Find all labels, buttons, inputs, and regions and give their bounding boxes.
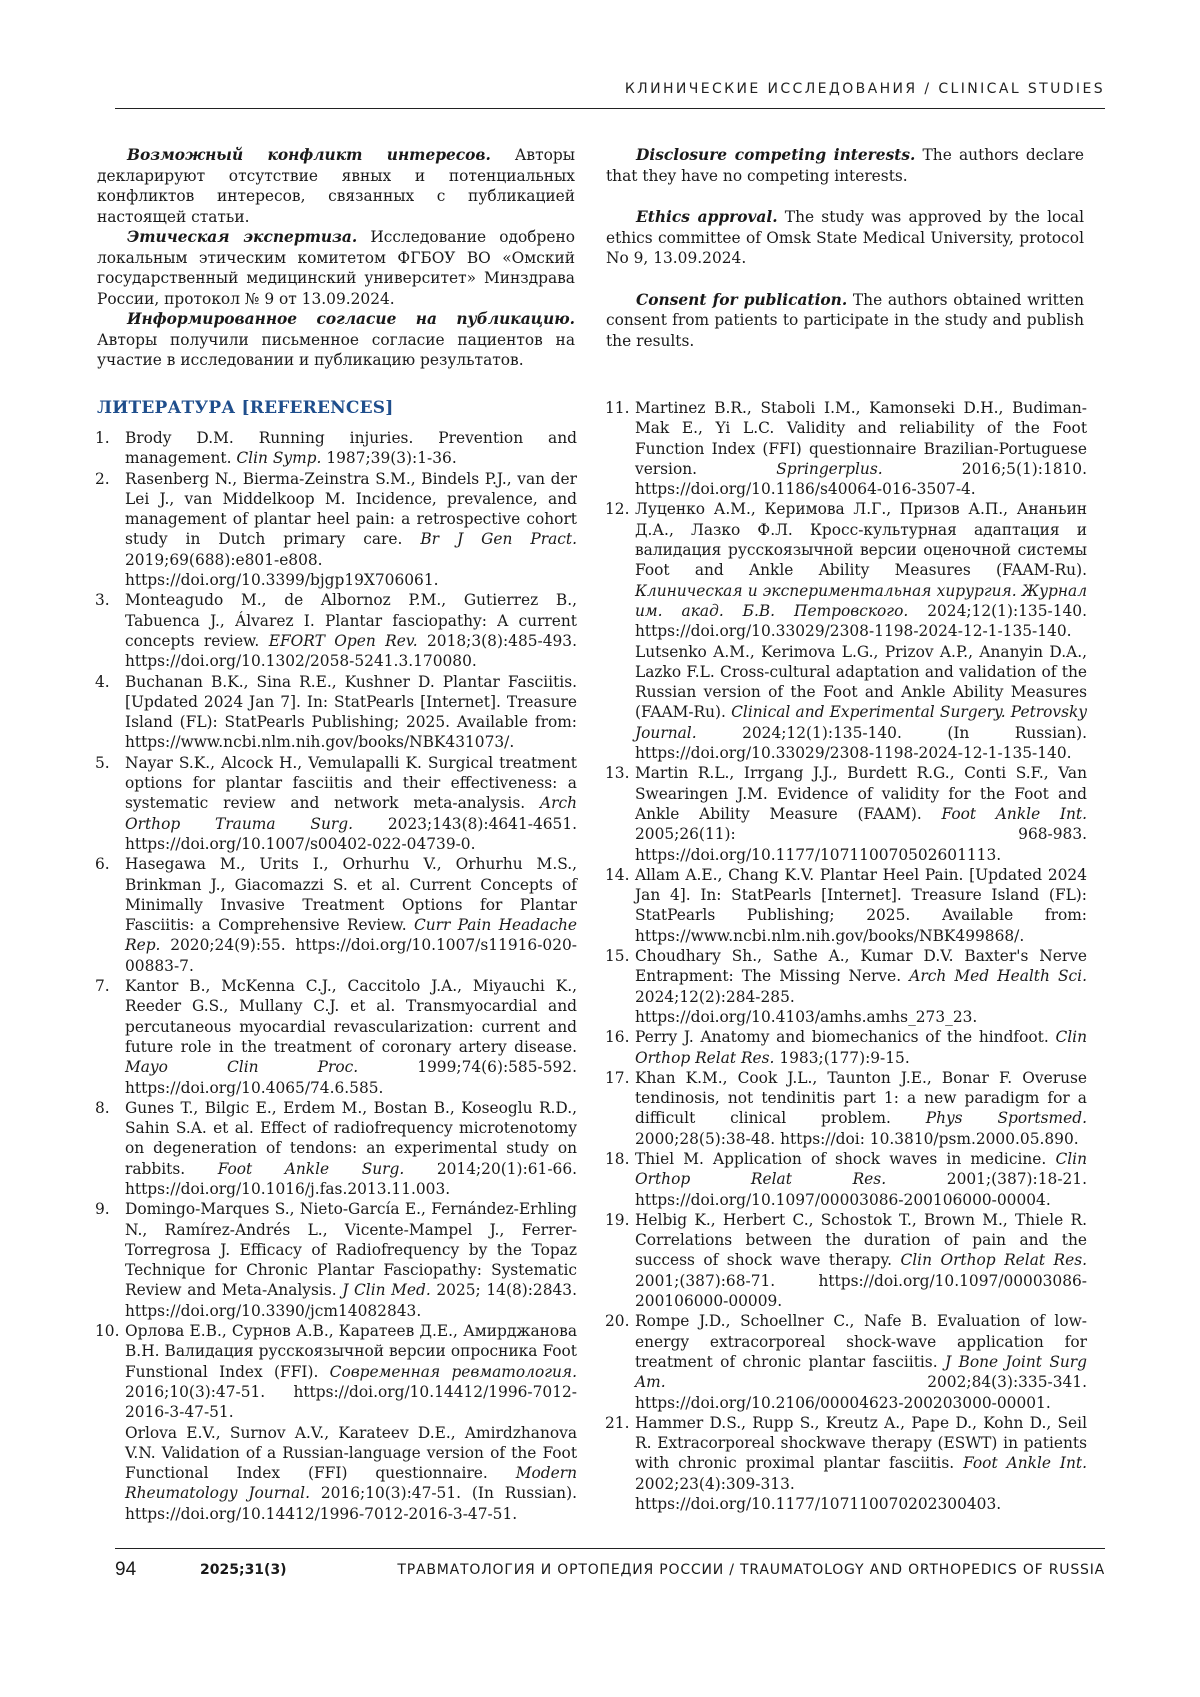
reference-number: 6. [95, 854, 125, 976]
reference-citation [125, 1199, 577, 1321]
reference-number: 21. [605, 1413, 635, 1514]
declaration-paragraph [97, 145, 575, 227]
reference-text: Gunes T., Bilgic E., Erdem M., Bostan B., Koseoglu R.D., Sahin S.A. et al. Effect of radiofrequency microtenotomy on degeneration of tendons: an experimental study on rabbits. [125, 1099, 577, 1178]
reference-citation [125, 1098, 577, 1199]
reference-citation [635, 946, 1087, 1027]
reference-text: 2023;143(8):4641-4651. https://doi.org/10.1007/s00402-022-04739-0. [125, 815, 577, 853]
reference-text: 2001;(387):68-71. https://doi.org/10.1097/00003086-200106000-00009. [635, 1272, 1087, 1310]
reference-journal: Modern Rheumatology Journal. [125, 1464, 577, 1502]
reference-journal: EFORT Open Rev. [269, 632, 418, 650]
reference-item [605, 1413, 1087, 1514]
declaration-paragraph [97, 309, 575, 371]
reference-journal: Springerplus. [776, 460, 882, 478]
reference-citation [125, 590, 577, 671]
declaration-title: Disclosure competing interests. [636, 146, 915, 164]
reference-journal: Mayo Clin Proc. [125, 1058, 358, 1076]
reference-translation [125, 1423, 577, 1524]
reference-text: 2002;23(4):309-313. https://doi.org/10.1177/107110070202300403. [635, 1475, 1001, 1513]
reference-journal: Clinical and Experimental Surgery. Petrovsky Journal. [635, 703, 1087, 741]
reference-text: Луценко А.М., Керимова Л.Г., Призов А.П., Ананьин Д.А., Лазко Ф.Л. Кросс-культурная адаптация и валидация русскоязычной версии оценочной системы Foot and Ankle Ability Measures (FAAM-Ru). [635, 500, 1087, 579]
declaration-title: Информированное согласие на публикацию. [127, 310, 575, 328]
references-heading: ЛИТЕРАТУРА [REFERENCES] [97, 398, 394, 418]
reference-item [95, 1098, 577, 1199]
declaration-body: The authors obtained written consent from patients to participate in the study and publish the results. [606, 291, 1084, 350]
reference-number: 1. [95, 428, 125, 469]
page-footer [115, 1548, 1105, 1585]
journal-name: ТРАВМАТОЛОГИЯ И ОРТОПЕДИЯ РОССИИ / TRAUMATOLOGY AND ORTHOPEDICS OF RUSSIA [397, 1562, 1105, 1578]
reference-text: Perry J. Anatomy and biomechanics of the hindfoot. [635, 1028, 1055, 1046]
reference-citation [635, 1210, 1087, 1311]
reference-text: 2001;(387):18-21. https://doi.org/10.1097/00003086-200106000-00004. [635, 1170, 1087, 1208]
reference-citation [125, 469, 577, 591]
reference-text: 1999;74(6):585-592. https://doi.org/10.4065/74.6.585. [125, 1058, 577, 1096]
reference-text: 2019;69(688):e801-e808. https://doi.org/10.3399/bjgp19X706061. [125, 551, 439, 589]
reference-text: Rompe J.D., Schoellner C., Nafe B. Evaluation of low-energy extracorporeal shock-wave application for treatment of chronic plantar fasciitis. [635, 1312, 1087, 1371]
declaration-paragraph [97, 227, 575, 309]
reference-citation [635, 1068, 1087, 1149]
reference-journal: J Clin Med. [342, 1281, 431, 1299]
declaration-body: The authors declare that they have no competing interests. [606, 146, 1084, 185]
reference-journal: Clin Orthop Relat Res. [900, 1251, 1087, 1269]
reference-text: 2000;28(5):38-48. https://doi: 10.3810/psm.2000.05.890. [635, 1130, 1079, 1148]
reference-text: 2016;10(3):47-51. (In Russian). https://doi.org/10.14412/1996-7012-2016-3-47-51. [125, 1484, 577, 1522]
reference-number: 2. [95, 469, 125, 591]
reference-number: 3. [95, 590, 125, 671]
reference-item [605, 1068, 1087, 1149]
reference-item [605, 763, 1087, 864]
reference-citation [635, 1027, 1087, 1068]
reference-journal: J Bone Joint Surg Am. [635, 1353, 1087, 1391]
reference-citation [125, 976, 577, 1098]
reference-journal: Arch Orthop Trauma Surg. [125, 794, 577, 832]
reference-number: 16. [605, 1027, 635, 1068]
reference-item [95, 428, 577, 469]
reference-text: Lutsenko A.M., Kerimova L.G., Prizov A.P., Ananyin D.A., Lazko F.L. Cross-cultural adaptation and validation of the Russian version of the Foot and Ankle Ability Measures (FAAM-Ru). [635, 643, 1087, 722]
reference-item [95, 672, 577, 753]
declaration-paragraph [606, 290, 1084, 352]
reference-item [95, 976, 577, 1098]
reference-list-right [605, 398, 1087, 1514]
reference-item [605, 865, 1087, 946]
reference-item [605, 1210, 1087, 1311]
reference-number: 19. [605, 1210, 635, 1311]
reference-journal: Br J Gen Pract. [420, 530, 577, 548]
reference-item [95, 753, 577, 854]
reference-number: 10. [95, 1321, 125, 1524]
declaration-title: Ethics approval. [636, 208, 778, 226]
reference-text: 2018;3(8):485-493. https://doi.org/10.1302/2058-5241.3.170080. [125, 632, 577, 670]
reference-item [605, 1027, 1087, 1068]
reference-item [605, 1311, 1087, 1412]
reference-journal: Phys Sportsmed. [926, 1109, 1087, 1127]
reference-citation [125, 753, 577, 854]
reference-citation [635, 1149, 1087, 1210]
issue-info: 2025;31(3) [200, 1562, 287, 1578]
reference-text: 2025; 14(8):2843. https://doi.org/10.3390/jcm14082843. [125, 1281, 577, 1319]
declarations-russian [97, 145, 575, 371]
reference-journal: Clin Symp. [236, 449, 321, 467]
declaration-paragraph [606, 207, 1084, 269]
reference-citation [635, 1413, 1087, 1514]
reference-citation [635, 1311, 1087, 1412]
reference-item [95, 854, 577, 976]
reference-citation [635, 499, 1087, 763]
reference-text: 1983;(177):9-15. [774, 1049, 909, 1067]
reference-text: Choudhary Sh., Sathe A., Kumar D.V. Baxter's Nerve Entrapment: The Missing Nerve. [635, 947, 1087, 985]
reference-journal: Clin Orthop Relat Res. [635, 1150, 1087, 1188]
reference-citation [125, 1321, 577, 1524]
reference-number: 5. [95, 753, 125, 854]
reference-number: 4. [95, 672, 125, 753]
reference-citation [635, 865, 1087, 946]
declaration-body: Исследование одобрено локальным этическим комитетом ФГБОУ ВО «Омский государственный медицинский университет» Минздрава России, протокол № 9 от 13.09.2024. [97, 228, 575, 308]
reference-item [605, 946, 1087, 1027]
reference-journal: Curr Pain Headache Rep. [125, 916, 577, 954]
reference-item [95, 1321, 577, 1524]
reference-number: 8. [95, 1098, 125, 1199]
reference-citation [125, 672, 577, 753]
reference-number: 14. [605, 865, 635, 946]
header-text: КЛИНИЧЕСКИЕ ИССЛЕДОВАНИЯ / CLINICAL STUDIES [625, 81, 1105, 97]
reference-text: Allam A.E., Chang K.V. Plantar Heel Pain. [Updated 2024 Jan 4]. In: StatPearls [Internet]. Treasure Island (FL): StatPearls Publishing; 2025. Available from: https://www.ncbi.nlm.nih.gov/books/NBK499868/. [635, 866, 1087, 945]
reference-journal: Foot Ankle Int. [942, 805, 1087, 823]
reference-journal: Клиническая и экспериментальная хирургия. Журнал им. акад. Б.В. Петровского. [635, 582, 1087, 620]
reference-number: 17. [605, 1068, 635, 1149]
declaration-title: Возможный конфликт интересов. [127, 146, 491, 164]
declaration-body: Авторы декларируют отсутствие явных и потенциальных конфликтов интересов, связанных с публикацией настоящей статьи. [97, 146, 575, 226]
reference-citation [125, 428, 577, 469]
reference-text: 2024;12(1):135-140. (In Russian). https://doi.org/10.33029/2308-1198-2024-12-1-135-140. [635, 724, 1087, 762]
reference-number: 11. [605, 398, 635, 499]
reference-item [95, 1199, 577, 1321]
reference-text: 2020;24(9):55. https://doi.org/10.1007/s11916-020-00883-7. [125, 936, 577, 974]
reference-text: Martinez B.R., Staboli I.M., Kamonseki D.H., Budiman-Mak E., Yi L.C. Validity and reliability of the Foot Function Index (FFI) questionnaire Brazilian-Portuguese version. [635, 399, 1087, 478]
reference-text: 2002;84(3):335-341. https://doi.org/10.2106/00004623-200203000-00001. [635, 1373, 1087, 1411]
reference-journal: Foot Ankle Int. [963, 1454, 1087, 1472]
declaration-title: Consent for publication. [636, 291, 847, 309]
reference-text: Thiel M. Application of shock waves in medicine. [635, 1150, 1055, 1168]
reference-text: 2005;26(11): 968-983. https://doi.org/10.1177/107110070502601113. [635, 825, 1087, 863]
reference-item [605, 1149, 1087, 1210]
reference-citation [125, 854, 577, 976]
reference-text: Domingo-Marques S., Nieto-García E., Fernández-Erhling N., Ramírez-Andrés L., Vicente-Mampel J., Ferrer-Torregrosa J. Efficacy of Radiofrequency by the Topaz Technique for Chronic Plantar Fasciopathy: Systematic Review and Meta-Analysis. [125, 1200, 577, 1299]
reference-journal: Clin Orthop Relat Res. [635, 1028, 1087, 1066]
reference-number: 15. [605, 946, 635, 1027]
reference-item [95, 469, 577, 591]
reference-number: 20. [605, 1311, 635, 1412]
reference-journal: Arch Med Health Sci. [909, 967, 1087, 985]
reference-text: Helbig K., Herbert C., Schostok T., Brown M., Thiele R. Correlations between the duration of pain and the success of shock wave therapy. [635, 1211, 1087, 1270]
reference-number: 13. [605, 763, 635, 864]
reference-text: Nayar S.K., Alcock H., Vemulapalli K. Surgical treatment options for plantar fasciitis and their effectiveness: a systematic review and network meta-analysis. [125, 754, 577, 813]
reference-text: Martin R.L., Irrgang J.J., Burdett R.G., Conti S.F., Van Swearingen J.M. Evidence of validity for the Foot and Ankle Ability Measure (FAAM). [635, 764, 1087, 823]
reference-text: Hammer D.S., Rupp S., Kreutz A., Pape D., Kohn D., Seil R. Extracorporeal shockwave therapy (ESWT) in patients with chronic proximal plantar fasciitis. [635, 1414, 1087, 1473]
reference-number: 12. [605, 499, 635, 763]
reference-text: 2016;10(3):47-51. https://doi.org/10.14412/1996-7012-2016-3-47-51. [125, 1383, 577, 1421]
reference-citation [635, 763, 1087, 864]
reference-text: Buchanan B.K., Sina R.E., Kushner D. Plantar Fasciitis. [Updated 2024 Jan 7]. In: StatPearls [Internet]. Treasure Island (FL): StatPearls Publishing; 2025. Available from: https://www.ncbi.nlm.nih.gov/books/NBK431073/. [125, 673, 577, 752]
reference-number: 7. [95, 976, 125, 1098]
reference-text: Brody D.M. Running injuries. Prevention and management. [125, 429, 577, 467]
declaration-body: The study was approved by the local ethics committee of Omsk State Medical University, protocol No 9, 13.09.2024. [606, 208, 1084, 267]
declaration-paragraph [606, 145, 1084, 186]
reference-citation [635, 398, 1087, 499]
reference-text: 2014;20(1):61-66. https://doi.org/10.1016/j.fas.2013.11.003. [125, 1160, 577, 1198]
reference-text: Kantor B., McKenna C.J., Caccitolo J.A., Miyauchi K., Reeder G.S., Mullany C.J. et al. Transmyocardial and percutaneous myocardial revascularization: current and future role in the treatment of coronary artery disease. [125, 977, 577, 1056]
reference-journal: Современная ревматология. [330, 1363, 577, 1381]
reference-item [95, 590, 577, 671]
reference-item [605, 499, 1087, 763]
declaration-body: Авторы получили письменное согласие пациентов на участие в исследовании и публикацию результатов. [97, 331, 575, 370]
declaration-title: Этическая экспертиза. [127, 228, 357, 246]
reference-translation [635, 642, 1087, 764]
declarations-english [606, 145, 1084, 351]
reference-text: Орлова Е.В., Сурнов А.В., Каратеев Д.Е., Амирджанова В.Н. Валидация русскоязычной версии опросника Foot Funstional Index (FFI). [125, 1322, 577, 1381]
running-header [115, 80, 1105, 109]
reference-text: Orlova E.V., Surnov A.V., Karateev D.E., Amirdzhanova V.N. Validation of a Russian-language version of the Foot Functional Index (FFI) questionnaire. [125, 1424, 577, 1483]
reference-text: 2024;12(2):284-285. https://doi.org/10.4103/amhs.amhs_273_23. [635, 988, 977, 1026]
reference-text: Rasenberg N., Bierma-Zeinstra S.M., Bindels P.J., van der Lei J., van Middelkoop M. Incidence, prevalence, and management of plantar heel pain: a retrospective cohort study in Dutch primary care. [125, 470, 577, 549]
reference-item [605, 398, 1087, 499]
reference-list-left [95, 428, 577, 1524]
reference-number: 9. [95, 1199, 125, 1321]
reference-text: Hasegawa M., Urits I., Orhurhu V., Orhurhu M.S., Brinkman J., Giacomazzi S. et al. Current Concepts of Minimally Invasive Treatment Options for Plantar Fasciitis: a Comprehensive Review. [125, 855, 577, 934]
reference-text: 2016;5(1):1810. https://doi.org/10.1186/s40064-016-3507-4. [635, 460, 1087, 498]
reference-text: Khan K.M., Cook J.L., Taunton J.E., Bonar F. Overuse tendinosis, not tendinitis part 1: a new paradigm for a difficult clinical problem. [635, 1069, 1087, 1128]
page-number: 94 [115, 1559, 136, 1581]
reference-text: 1987;39(3):1-36. [321, 449, 456, 467]
reference-text: 2024;12(1):135-140. https://doi.org/10.33029/2308-1198-2024-12-1-135-140. [635, 602, 1087, 640]
reference-number: 18. [605, 1149, 635, 1210]
reference-text: Monteagudo M., de Albornoz P.M., Gutierrez B., Tabuenca J., Álvarez I. Plantar fasciopathy: A current concepts review. [125, 591, 577, 650]
reference-journal: Foot Ankle Surg. [218, 1160, 405, 1178]
